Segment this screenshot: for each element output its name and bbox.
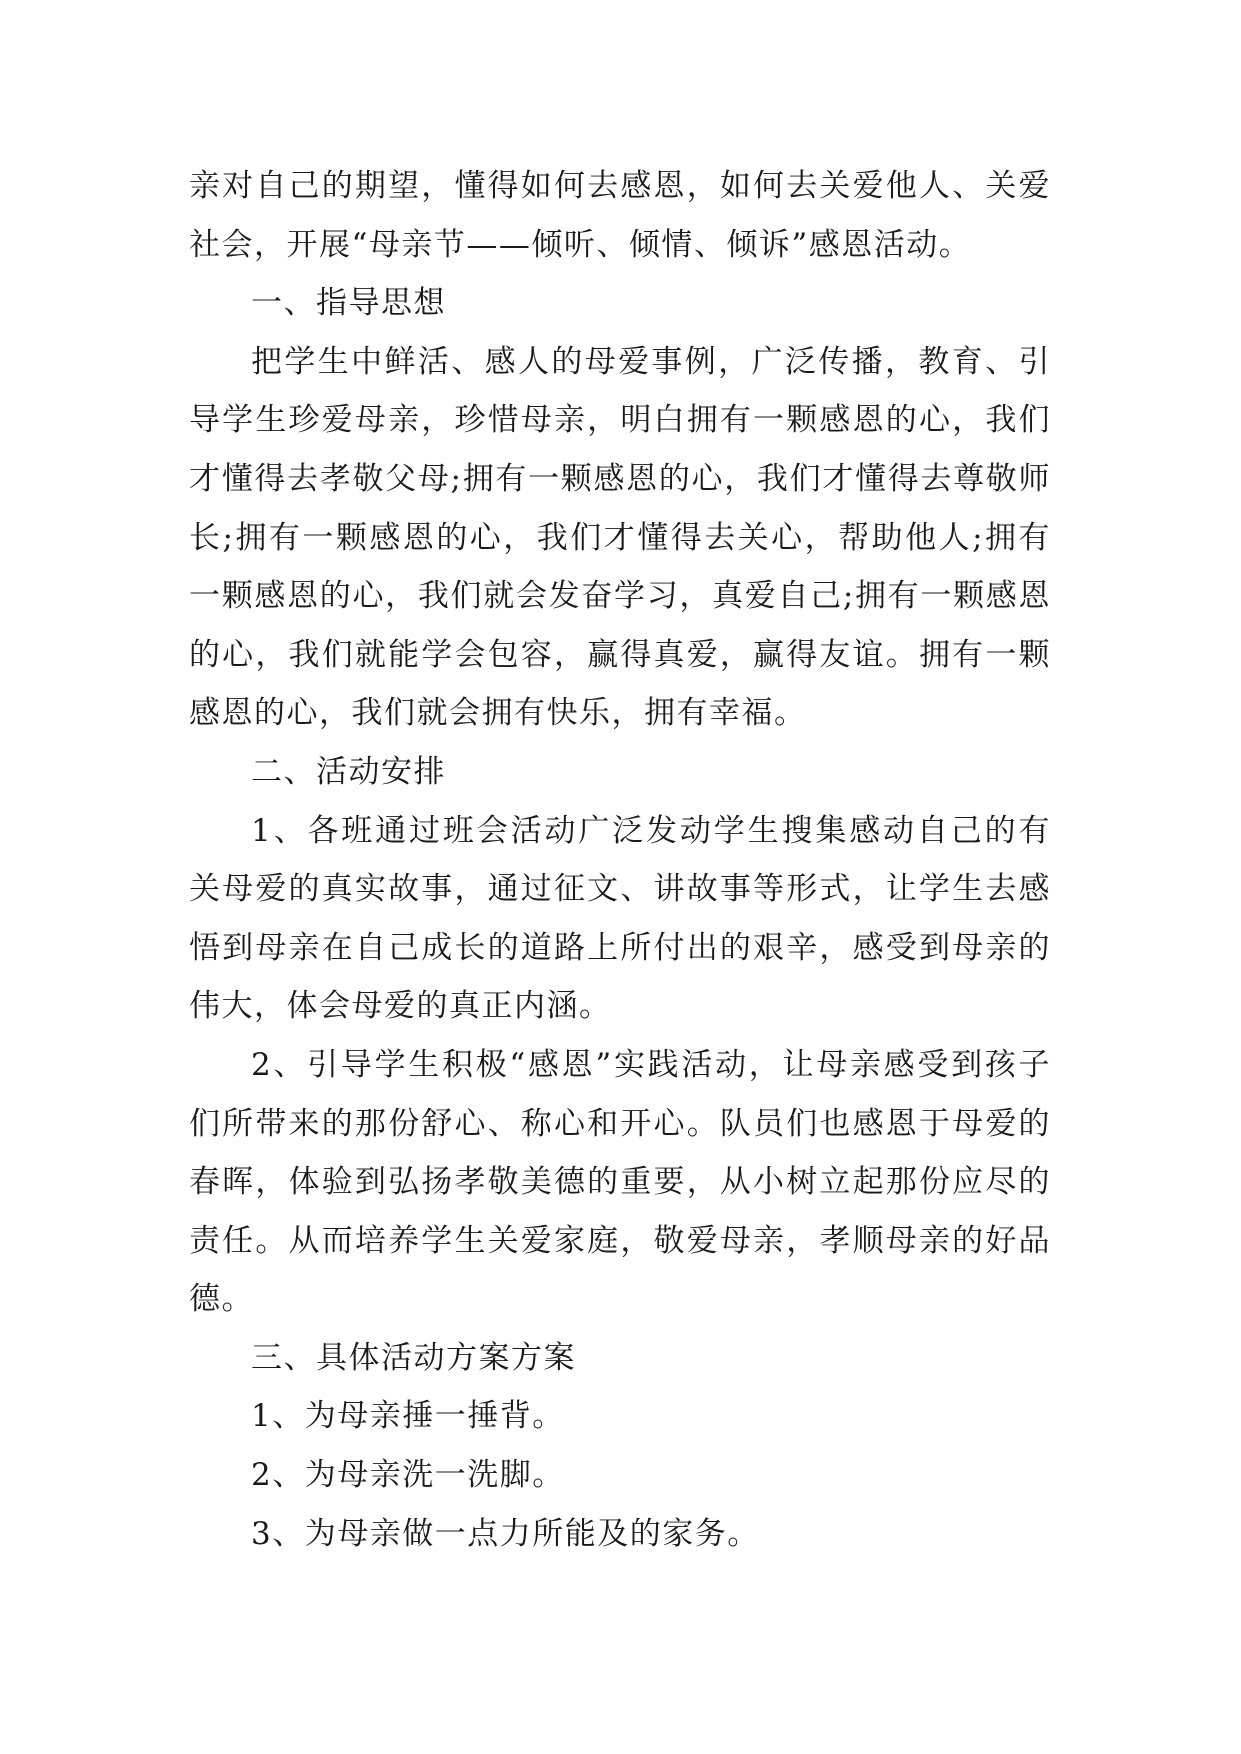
body-paragraph: 亲对自己的期望，懂得如何去感恩，如何去关爱他人、关爱社会，开展“母亲节——倾听、倾情、倾诉”感恩活动。 [189, 168, 1051, 263]
section-heading-guiding-ideology: 一、指导思想 [251, 285, 446, 322]
section-heading-activity-plan: 三、具体活动方案方案 [251, 1339, 576, 1376]
section-heading-activity-arrangement: 二、活动安排 [251, 753, 446, 790]
list-item: 1、各班通过班会活动广泛发动学生搜集感动自己的有关母爱的真实故事，通过征文、讲故事等形式，让学生去感悟到母亲在自己成长的道路上所付出的艰辛，感受到母亲的伟大，体会母爱的真正内涵。 [189, 812, 1051, 1025]
list-item: 2、引导学生积极“感恩”实践活动，让母亲感受到孩子们所带来的那份舒心、称心和开心。队员们也感恩于母爱的春晖，体验到弘扬孝敬美德的重要，从小树立起那份应尽的责任。从而培养学生关爱家庭，敬爱母亲，孝顺母亲的好品德。 [189, 1046, 1051, 1318]
list-item: 2、为母亲洗一洗脚。 [251, 1457, 565, 1494]
list-item: 1、为母亲捶一捶背。 [251, 1398, 565, 1435]
body-paragraph: 把学生中鲜活、感人的母爱事例，广泛传播，教育、引导学生珍爱母亲，珍惜母亲，明白拥有一颗感恩的心，我们才懂得去孝敬父母;拥有一颗感恩的心，我们才懂得去尊敬师长;拥有一颗感恩的心，我们才懂得去关心，帮助他人;拥有一颗感恩的心，我们就会发奋学习，真爱自己;拥有一颗感恩的心，我们就能学会包容，赢得真爱，赢得友谊。拥有一颗感恩的心，我们就会拥有快乐，拥有幸福。 [189, 343, 1051, 732]
list-item: 3、为母亲做一点力所能及的家务。 [251, 1515, 760, 1552]
document-body [189, 157, 1051, 1563]
